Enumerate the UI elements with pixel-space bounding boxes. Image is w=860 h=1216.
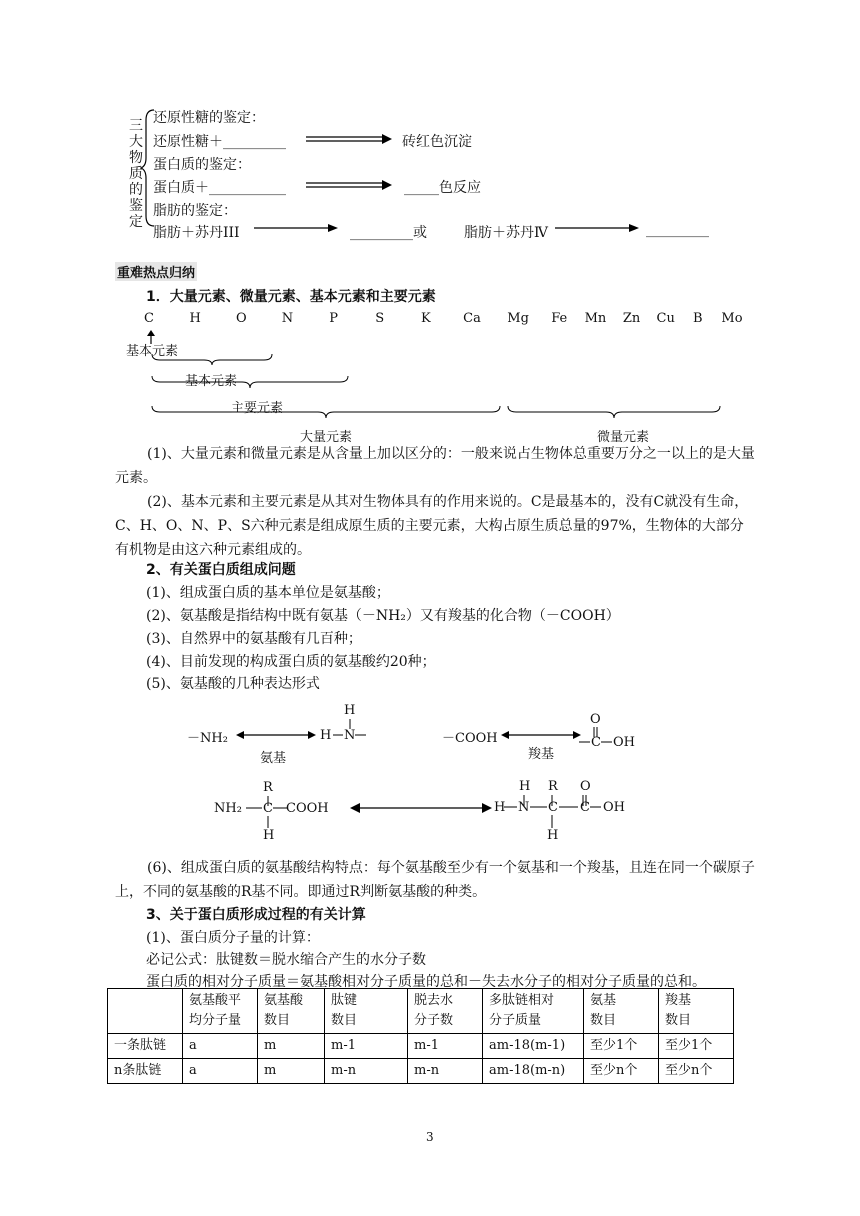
- s2-item-5: (5)、氨基酸的几种表达形式: [146, 676, 320, 692]
- aa-right-o: O: [580, 779, 591, 794]
- table-header-cell: 多肽链相对 分子质量: [483, 989, 584, 1034]
- element-mn: Mn: [584, 311, 607, 326]
- table-cell: 至少n个: [659, 1059, 734, 1084]
- page-number: 3: [426, 1130, 434, 1144]
- table-cell: a: [183, 1034, 258, 1059]
- s1-paragraph-2: (2)、基本元素和主要元素是从其对生物体具有的作用来说的。C是最基本的，没有C就没有生命，C、H、O、N、P、S六种元素是组成原生质的主要元素，大构占原生质总量的97%，生物体的大部分有机物是由这六种元素组成的。: [115, 494, 749, 558]
- id-line6-b: 脂肪＋苏丹Ⅳ: [464, 225, 548, 241]
- element-h: H: [189, 311, 201, 326]
- element-p: P: [329, 311, 338, 326]
- table-cell: m: [258, 1059, 325, 1084]
- element-o: O: [235, 311, 247, 326]
- element-s: S: [375, 311, 385, 326]
- s3-heading: 3、关于蛋白质形成过程的有关计算: [146, 907, 366, 923]
- table-cell: 至少1个: [659, 1034, 734, 1059]
- carboxyl-bond-right: [600, 734, 614, 748]
- label-basic: 基本元素: [185, 374, 238, 389]
- table-header-cell: 脱去水 分子数: [408, 989, 483, 1034]
- amino-struct-n: N: [344, 728, 356, 743]
- s2-item-3: (3)、自然界中的氨基酸有几百种；: [146, 631, 362, 647]
- label-basic-most: 基本元素: [126, 344, 179, 359]
- id-line2-result: 砖红色沉淀: [402, 134, 472, 150]
- carboxyl-label: 羧基: [528, 747, 555, 762]
- element-cu: Cu: [656, 311, 675, 326]
- double-arrow-2: [304, 178, 394, 192]
- element-zn: Zn: [622, 311, 641, 326]
- double-arrow-1: [304, 132, 394, 146]
- amino-bond-tail: [354, 727, 368, 741]
- table-cell: 一条肽链: [108, 1034, 183, 1059]
- id-line4-result: _____色反应: [404, 180, 481, 196]
- s2-heading: 2、有关蛋白质组成问题: [146, 562, 296, 578]
- vertical-label: 三大物质的鉴定: [129, 118, 143, 230]
- table-cell: m: [258, 1034, 325, 1059]
- s2-item-1: (1)、组成蛋白质的基本单位是氨基酸；: [146, 585, 390, 601]
- s3-formula: 必记公式：肽键数＝脱水缩合产生的水分子数: [146, 952, 426, 968]
- s2-paragraph-6: (6)、组成蛋白质的氨基酸结构特点：每个氨基酸至少有一个氨基和一个羧基，且连在同一个碳原子上，不同的氨基酸的R基不同。即通过R判断氨基酸的种类。: [115, 860, 755, 900]
- table-header-cell: 氨基酸 数目: [258, 989, 325, 1034]
- id-line2: 还原性糖＋_________: [153, 134, 286, 150]
- table-cell: am-18(m-n): [483, 1059, 584, 1084]
- table-cell: m-1: [325, 1034, 408, 1059]
- carboxyl-formula: －COOH: [442, 731, 498, 746]
- table-cell: m-n: [325, 1059, 408, 1084]
- s2-item-4: (4)、目前发现的构成蛋白质的氨基酸约20种；: [146, 654, 436, 670]
- element-n: N: [281, 311, 294, 326]
- aa-left-bond-bottom: [264, 816, 274, 828]
- element-row: [128, 311, 748, 326]
- aa-right-r: R: [548, 779, 558, 794]
- id-line5: 脂肪的鉴定：: [153, 203, 237, 219]
- aa-right-c: C: [548, 800, 558, 815]
- s3-sub1: (1)、蛋白质分子量的计算：: [146, 930, 320, 946]
- arrow-4: [553, 222, 641, 234]
- aa-right-bond-3: [558, 799, 580, 813]
- table-cell: 至少n个: [584, 1059, 659, 1084]
- aa-left-c: C: [263, 801, 273, 816]
- element-c: C: [144, 311, 154, 326]
- table-cell: am-18(m-1): [483, 1034, 584, 1059]
- amino-formula: －NH₂: [187, 731, 228, 746]
- id-line6-end: _________: [646, 222, 709, 238]
- amino-bond-h: [331, 727, 345, 741]
- aa-right-n: N: [518, 800, 530, 815]
- aa-left-h: H: [263, 828, 275, 843]
- aa-right-c2: C: [580, 800, 590, 815]
- peptide-table: [107, 988, 734, 1084]
- carboxyl-struct-o: O: [590, 712, 601, 727]
- table-cell: n条肽链: [108, 1059, 183, 1084]
- aa-double-arrow: [350, 801, 492, 815]
- table-cell: 至少1个: [584, 1034, 659, 1059]
- carboxyl-double-arrow: [501, 729, 581, 741]
- section-title: 重难热点归纳: [115, 262, 197, 281]
- carboxyl-struct-oh: OH: [613, 735, 635, 750]
- element-ca: Ca: [463, 311, 481, 326]
- element-mg: Mg: [507, 311, 529, 326]
- element-b: B: [693, 311, 703, 326]
- aa-right-oh: OH: [603, 800, 625, 815]
- table-header-cell: 氨基酸平 均分子量: [183, 989, 258, 1034]
- amino-double-arrow: [236, 729, 316, 741]
- amino-struct-h-top: H: [344, 703, 356, 718]
- id-line3: 蛋白质的鉴定：: [153, 157, 251, 173]
- table-cell: m-1: [408, 1034, 483, 1059]
- amino-struct-h: H: [320, 728, 332, 743]
- table-header-cell: [108, 989, 183, 1034]
- amino-label: 氨基: [260, 751, 287, 766]
- id-line6: 脂肪＋苏丹III: [153, 225, 240, 241]
- label-micro: 微量元素: [597, 430, 650, 445]
- id-line1: 还原性糖的鉴定：: [153, 110, 265, 126]
- table-header-row: [108, 989, 734, 1034]
- aa-left-r: R: [263, 780, 273, 795]
- element-k: K: [420, 311, 431, 326]
- aa-right-h-bottom: H: [547, 828, 559, 843]
- element-fe: Fe: [551, 311, 568, 326]
- aa-right-bond-bottom: [547, 815, 557, 829]
- table-header-cell: 肽键 数目: [325, 989, 408, 1034]
- aa-left-nh2: NH₂: [214, 801, 242, 816]
- s1-paragraph-1: (1)、大量元素和微量元素是从含量上加以区分的：一般来说占生物体总重要万分之一以上的是大量元素。: [115, 446, 755, 486]
- element-mo: Mo: [721, 311, 743, 326]
- table-header-cell: 氨基 数目: [584, 989, 659, 1034]
- s2-item-2: (2)、氨基酸是指结构中既有氨基（－NH₂）又有羧基的化合物（－COOH）: [146, 608, 620, 624]
- aa-left-cooh: COOH: [286, 801, 329, 816]
- aa-right-bond-2: [529, 799, 549, 813]
- table-cell: a: [183, 1059, 258, 1084]
- table-row: [108, 1059, 734, 1084]
- arrow-3: [252, 222, 340, 234]
- carboxyl-struct-c: C: [591, 735, 601, 750]
- table-cell: m-n: [408, 1059, 483, 1084]
- aa-right-bond-1: [503, 799, 519, 813]
- id-line4: 蛋白质＋___________: [153, 180, 286, 196]
- s1-heading: 1．大量元素、微量元素、基本元素和主要元素: [146, 289, 436, 305]
- carboxyl-bond-left: [578, 734, 592, 748]
- aa-right-h-top: H: [519, 779, 531, 794]
- aa-right-bond-4: [589, 799, 603, 813]
- aa-right-h: H: [494, 800, 506, 815]
- id-line6-mid: _________或: [350, 225, 427, 241]
- aa-left-bond-l: [245, 800, 263, 814]
- label-main: 主要元素: [231, 401, 284, 416]
- table-header-cell: 羧基 数目: [659, 989, 734, 1034]
- label-macro: 大量元素: [300, 430, 353, 445]
- table-row: [108, 1034, 734, 1059]
- s3-desc: 蛋白质的相对分子质量＝氨基酸相对分子质量的总和－失去水分子的相对分子质量的总和。: [146, 974, 706, 990]
